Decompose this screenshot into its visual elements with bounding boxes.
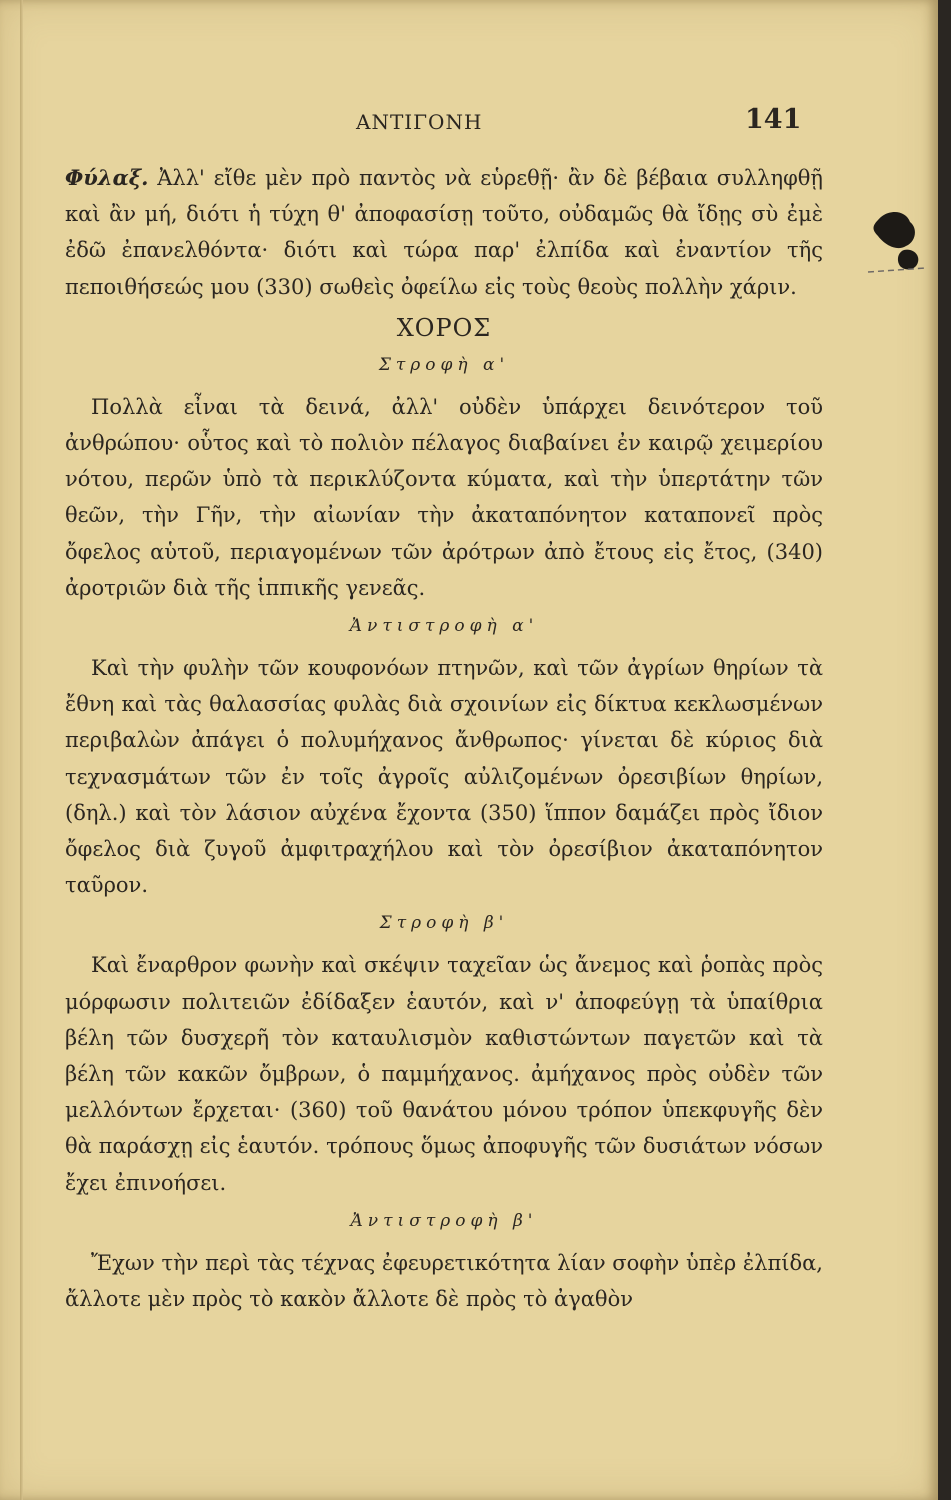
strophe-2-text: Καὶ ἔναρθρον φωνὴν καὶ σκέψιν ταχεῖαν ὡς ἄνεμος καὶ ῥοπὰς πρὸς μόρφωσιν πολιτειῶν ἐδίδαξεν ἑαυτόν, καὶ ν' ἀποφεύγῃ τὰ ὑπαίθρια βέλη τῶν δυσχερῆ τὸν καταυλισμὸν καθιστώντων παγετῶν καὶ τὰ βέλη τῶν κακῶν ὄμβρων, ὁ παμμήχανος. ἀμήχανος πρὸς οὐδὲν τῶν μελλόντων ἔρχεται· (360) τοῦ θανάτου μόνου τρόπον ὑπεκφυγῆς δὲν θὰ παράσχῃ εἰς ἑαυτόν. τρόπους ὅμως ἀποφυγῆς τῶν δυσιάτων νόσων ἔχει ἐπινοήσει.	[65, 953, 823, 1195]
chorus-heading: ΧΟΡΟΣ	[396, 313, 492, 342]
page-fold-shadow	[20, 0, 23, 1500]
page-number: 141	[745, 104, 802, 135]
strophe-1-heading: Στροφὴ α'	[378, 354, 510, 375]
speaker-name: Φύλαξ.	[65, 165, 149, 190]
antistrophe-1-heading: Ἀντιστροφὴ α'	[349, 616, 539, 637]
running-header	[0, 104, 938, 138]
antistrophe-2-heading: Ἀντιστροφὴ β'	[350, 1210, 538, 1231]
antistrophe-1-text: Καὶ τὴν φυλὴν τῶν κουφονόων πτηνῶν, καὶ τῶν ἀγρίων θηρίων τὰ ἔθνη καὶ τὰς θαλασσίας φυλὰς διὰ σχοινίων εἰς δίκτυα κεκλωσμένων περιβαλὼν ἀπάγει ὁ πολυμήχανος ἄνθρωπος· γίνεται δὲ κύριος διὰ τεχνασμάτων τῶν ἐν τοῖς ἀγροῖς αὐλιζομένων ὀρεσιβίων θηρίων, (δηλ.) καὶ τὸν λάσιον αὐχένα ἔχοντα (350) ἵππον δαμάζει πρὸς ἴδιον ὄφελος διὰ ζυγοῦ ἀμφιτραχήλου καὶ τὸν ὀρεσίβιον ἀκαταπόνητον ταῦρον.	[65, 656, 823, 898]
guard-speech-text: Ἀλλ' εἴθε μὲν πρὸ παντὸς νὰ εὑρεθῇ· ἂν δὲ βέβαια συλληφθῇ καὶ ἂν μή, διότι ἡ τύχη θ' ἀποφασίσῃ τοῦτο, οὐδαμῶς θὰ ἴδῃς σὺ ἐμὲ ἐδῶ ἐπανελθόντα· διότι καὶ τώρα παρ' ἐλπίδα καὶ ἐναντίον τῆς πεποιθήσεώς μου (330) σωθεὶς ὀφείλω εἰς τοὺς θεοὺς πολλὴν χάριν.	[65, 166, 823, 299]
ink-blot-mark	[866, 200, 936, 280]
guard-speech	[65, 160, 823, 305]
antistrophe-2-text: Ἔχων τὴν περὶ τὰς τέχνας ἐφευρετικότητα λίαν σοφὴν ὑπὲρ ἐλπίδα, ἄλλοτε μὲν πρὸς τὸ κακὸν ἄλλοτε δὲ πρὸς τὸ ἀγαθὸν	[65, 1250, 823, 1312]
strophe-1-text: Πολλὰ εἶναι τὰ δεινά, ἀλλ' οὐδὲν ὑπάρχει δεινότερον τοῦ ἀνθρώπου· οὗτος καὶ τὸ πολιὸν πέλαγος διαβαίνει ἐν καιρῷ χειμερίου νότου, περῶν ὑπὸ τὰ περικλύζοντα κύματα, καὶ τὴν ὑπερτάτην τῶν θεῶν, τὴν Γῆν, τὴν αἰωνίαν τὴν ἀκαταπόνητον καταπονεῖ πρὸς ὄφελος αὑτοῦ, περιαγομένων τῶν ἀρότρων ἀπὸ ἔτους εἰς ἔτος, (340) ἀροτριῶν διὰ τῆς ἱππικῆς γενεᾶς.	[65, 394, 823, 600]
strophe-2-heading: Στροφὴ β'	[379, 913, 509, 934]
text-body	[65, 160, 823, 1317]
running-title: ΑΝΤΙΓΟΝΗ	[356, 110, 483, 134]
